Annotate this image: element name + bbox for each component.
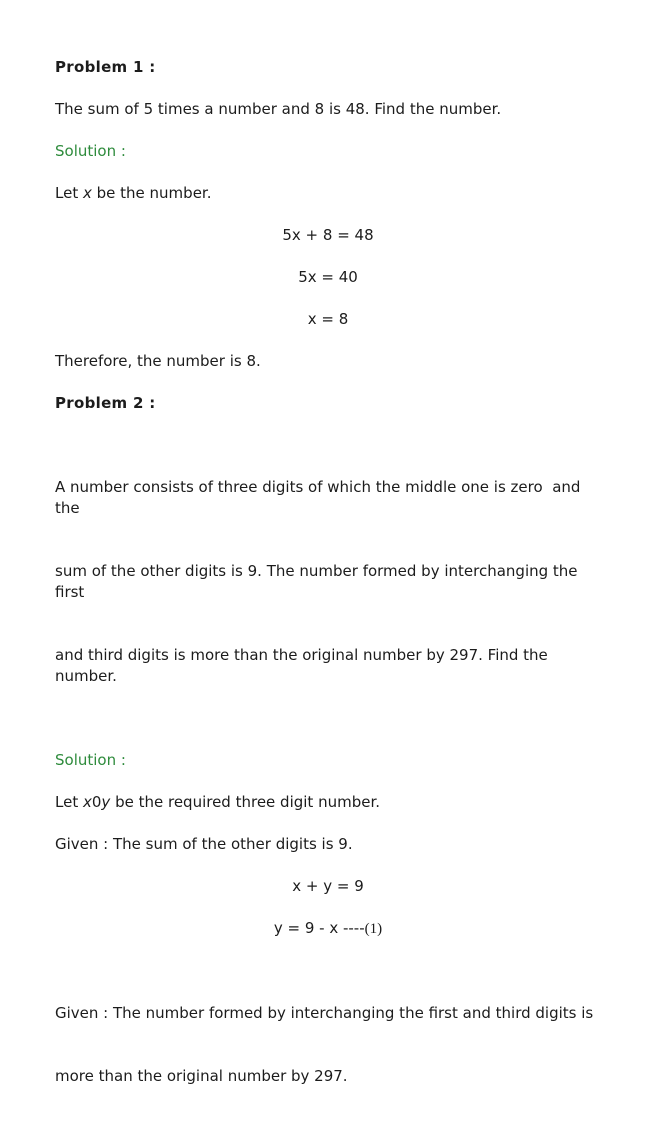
- problem2-given1: Given : The sum of the other digits is 9.: [55, 835, 353, 853]
- problem1-let-line: [55, 183, 601, 204]
- question-line: and third digits is more than the original number by 297. Find the number.: [55, 646, 553, 685]
- problem1-heading: Problem 1 :: [55, 58, 156, 76]
- question-line: A number consists of three digits of which the middle one is zero and the: [55, 478, 586, 517]
- question-line: sum of the other digits is 9. The number formed by interchanging the first: [55, 562, 583, 601]
- equation-line: [55, 918, 601, 940]
- problem2-let-line: [55, 792, 601, 813]
- problem2-given2: [55, 961, 601, 1129]
- let-prefix: Let: [55, 793, 83, 811]
- given-line: Given : The number formed by interchanging the first and third digits is: [55, 1004, 594, 1022]
- let-suffix: be the number.: [91, 184, 212, 202]
- variable-y: y: [101, 793, 111, 811]
- let-suffix: be the required three digit number.: [110, 793, 381, 811]
- problem2-question: [55, 435, 601, 729]
- given-line: more than the original number by 297.: [55, 1067, 348, 1085]
- let-prefix: Let: [55, 184, 83, 202]
- equation-line: 5x = 40: [298, 268, 358, 286]
- equation-reference-number: (1): [364, 921, 383, 937]
- problem1-solution-label: Solution :: [55, 142, 126, 160]
- problem1-conclusion: Therefore, the number is 8.: [55, 352, 261, 370]
- problem1-question: The sum of 5 times a number and 8 is 48. Find the number.: [55, 100, 502, 118]
- problem2-solution-label: Solution :: [55, 751, 126, 769]
- digit-zero: 0: [91, 793, 102, 811]
- variable-x: x: [82, 184, 92, 202]
- equation-line: x + y = 9: [292, 877, 364, 895]
- problem2-heading: Problem 2 :: [55, 394, 156, 412]
- variable-x: x: [82, 793, 92, 811]
- equation-line: x = 8: [307, 310, 349, 328]
- equation-line: 5x + 8 = 48: [282, 226, 374, 244]
- equation-main: y = 9 - x ----: [273, 919, 365, 937]
